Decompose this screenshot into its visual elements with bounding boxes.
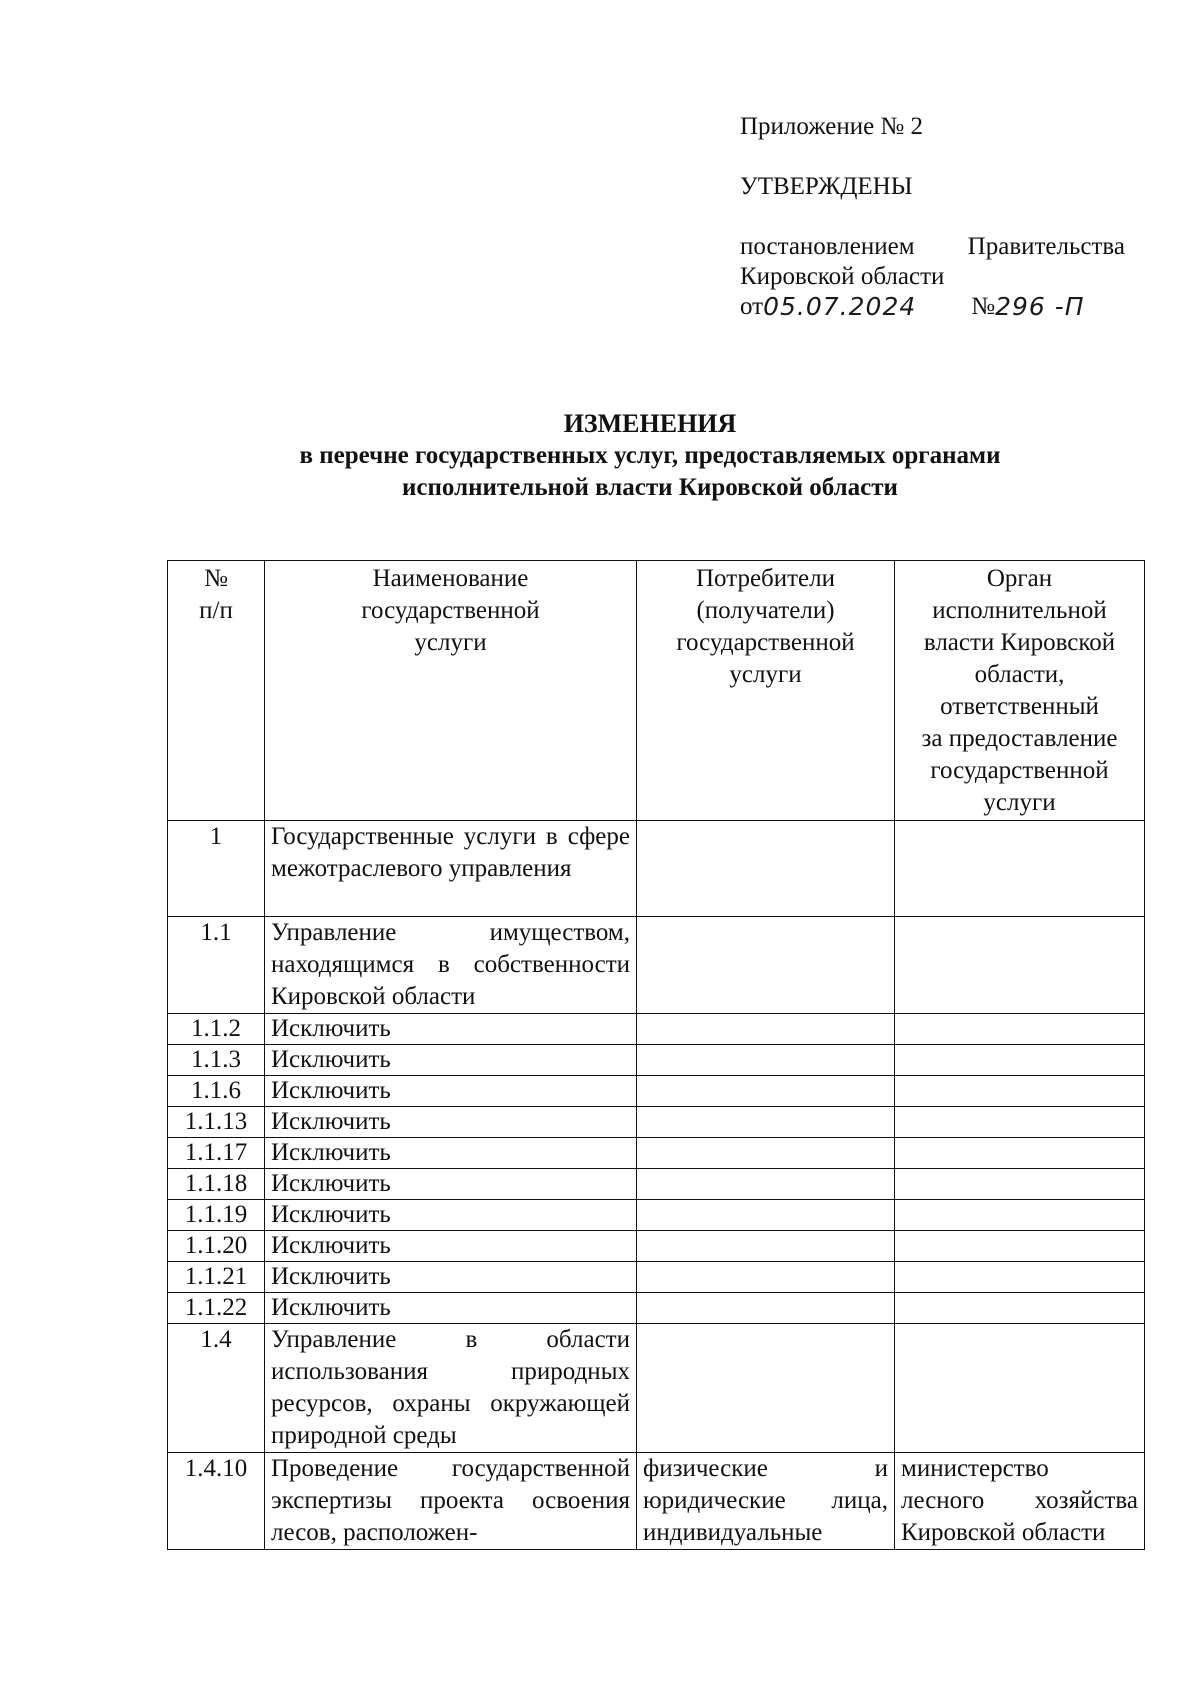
header-consumers-line: государственной [676,629,855,656]
row-authority [895,821,1145,917]
table-row [168,1293,1145,1324]
row-name: Государственные услуги в сфере межотраслевого управления [265,821,637,917]
row-consumers [637,1076,895,1107]
row-name: Исключить [265,1138,637,1169]
row-authority [895,1045,1145,1076]
header-consumers-line: Потребители [695,565,836,592]
appendix-label: Приложение № 2 [740,113,924,140]
row-consumers [637,1014,895,1045]
decree-line [740,232,1125,262]
row-num: 1.1.18 [168,1169,265,1200]
region-line: Кировской области [740,263,945,290]
header-authority-line: за предоставление [921,725,1118,752]
row-consumers [637,1169,895,1200]
row-name: Исключить [265,1293,637,1324]
header-name-line: услуги [414,629,487,656]
row-authority [895,1014,1145,1045]
services-table [167,560,1145,1550]
table-row [168,917,1145,1014]
table-row [168,1014,1145,1045]
header-consumers-line: (получатели) [696,597,835,624]
row-num: 1.1.3 [168,1045,265,1076]
row-num: 1.1 [168,917,265,1014]
table-row [168,1138,1145,1169]
row-authority [895,1169,1145,1200]
row-consumers [637,1045,895,1076]
row-authority: министерство лесного хозяйства Кировской области [895,1453,1145,1550]
table-row [168,1076,1145,1107]
row-num: 1.1.6 [168,1076,265,1107]
header-num-line: п/п [199,597,233,624]
row-name: Исключить [265,1076,637,1107]
header-consumers-line: услуги [729,661,802,688]
row-consumers [637,1231,895,1262]
row-name: Управление в области использования природных ресурсов, охраны окружающей природной среды [265,1324,637,1453]
header-name-line: государственной [361,597,540,624]
row-num: 1.4.10 [168,1453,265,1550]
table-row [168,1262,1145,1293]
row-authority [895,1262,1145,1293]
row-authority [895,917,1145,1014]
date-prefix: от [740,293,764,320]
table-row [168,1169,1145,1200]
row-name: Исключить [265,1231,637,1262]
decree-word: постановлением [740,233,915,260]
table-row [168,1045,1145,1076]
row-num: 1.1.21 [168,1262,265,1293]
handwritten-date: 05.07.2024 [763,292,917,321]
header-consumers [637,561,895,821]
header-authority-line: услуги [983,789,1056,816]
row-num: 1.1.20 [168,1231,265,1262]
row-name: Исключить [265,1014,637,1045]
row-name: Проведение государственной экспертизы проекта освоения лесов, расположен- [265,1453,637,1550]
row-name: Исключить [265,1045,637,1076]
header-authority-line: исполнительной [932,597,1107,624]
row-authority [895,1324,1145,1453]
row-authority [895,1293,1145,1324]
row-authority [895,1231,1145,1262]
number-prefix: № [971,293,996,320]
row-num: 1.1.22 [168,1293,265,1324]
row-name: Исключить [265,1169,637,1200]
approved-label: УТВЕРЖДЕНЫ [740,173,913,200]
government-word: Правительства [967,233,1125,260]
header-authority-line: власти Кировской [923,629,1116,656]
title-line-1: в перечне государственных услуг, предоставляемых органами [299,442,1001,469]
row-name: Исключить [265,1107,637,1138]
row-consumers [637,1107,895,1138]
table-row [168,1107,1145,1138]
row-num: 1 [168,821,265,917]
header-num [168,561,265,821]
row-num: 1.1.13 [168,1107,265,1138]
row-consumers: физические и юридические лица, индивидуальные [637,1453,895,1550]
row-num: 1.1.19 [168,1200,265,1231]
row-consumers [637,821,895,917]
row-consumers [637,1324,895,1453]
date-number-line [740,292,1125,322]
table-row [168,1200,1145,1231]
row-consumers [637,1200,895,1231]
row-authority [895,1138,1145,1169]
header-authority [895,561,1145,821]
header-num-line: № [204,565,228,592]
row-consumers [637,1138,895,1169]
table-row [168,1453,1145,1550]
document-title [0,407,1200,504]
row-consumers [637,1293,895,1324]
title-line-2: исполнительной власти Кировской области [402,474,898,501]
handwritten-number: 296 -П [995,292,1085,321]
table-row [168,821,1145,917]
row-name: Исключить [265,1262,637,1293]
title-main: ИЗМЕНЕНИЯ [563,409,737,438]
header-authority-line: Орган [986,565,1053,592]
header-authority-line: государственной [930,757,1109,784]
table-header-row [168,561,1145,821]
row-consumers [637,1262,895,1293]
row-authority [895,1200,1145,1231]
table-row [168,1231,1145,1262]
row-name: Управление имуществом, находящимся в собственности Кировской области [265,917,637,1014]
row-authority [895,1076,1145,1107]
approval-block [740,112,1125,322]
row-authority [895,1107,1145,1138]
row-num: 1.1.17 [168,1138,265,1169]
header-authority-line: области, [974,661,1065,688]
header-name-line: Наименование [372,565,529,592]
row-num: 1.4 [168,1324,265,1453]
header-name [265,561,637,821]
table-row [168,1324,1145,1453]
header-authority-line: ответственный [940,693,1099,720]
row-num: 1.1.2 [168,1014,265,1045]
row-name: Исключить [265,1200,637,1231]
row-consumers [637,917,895,1014]
